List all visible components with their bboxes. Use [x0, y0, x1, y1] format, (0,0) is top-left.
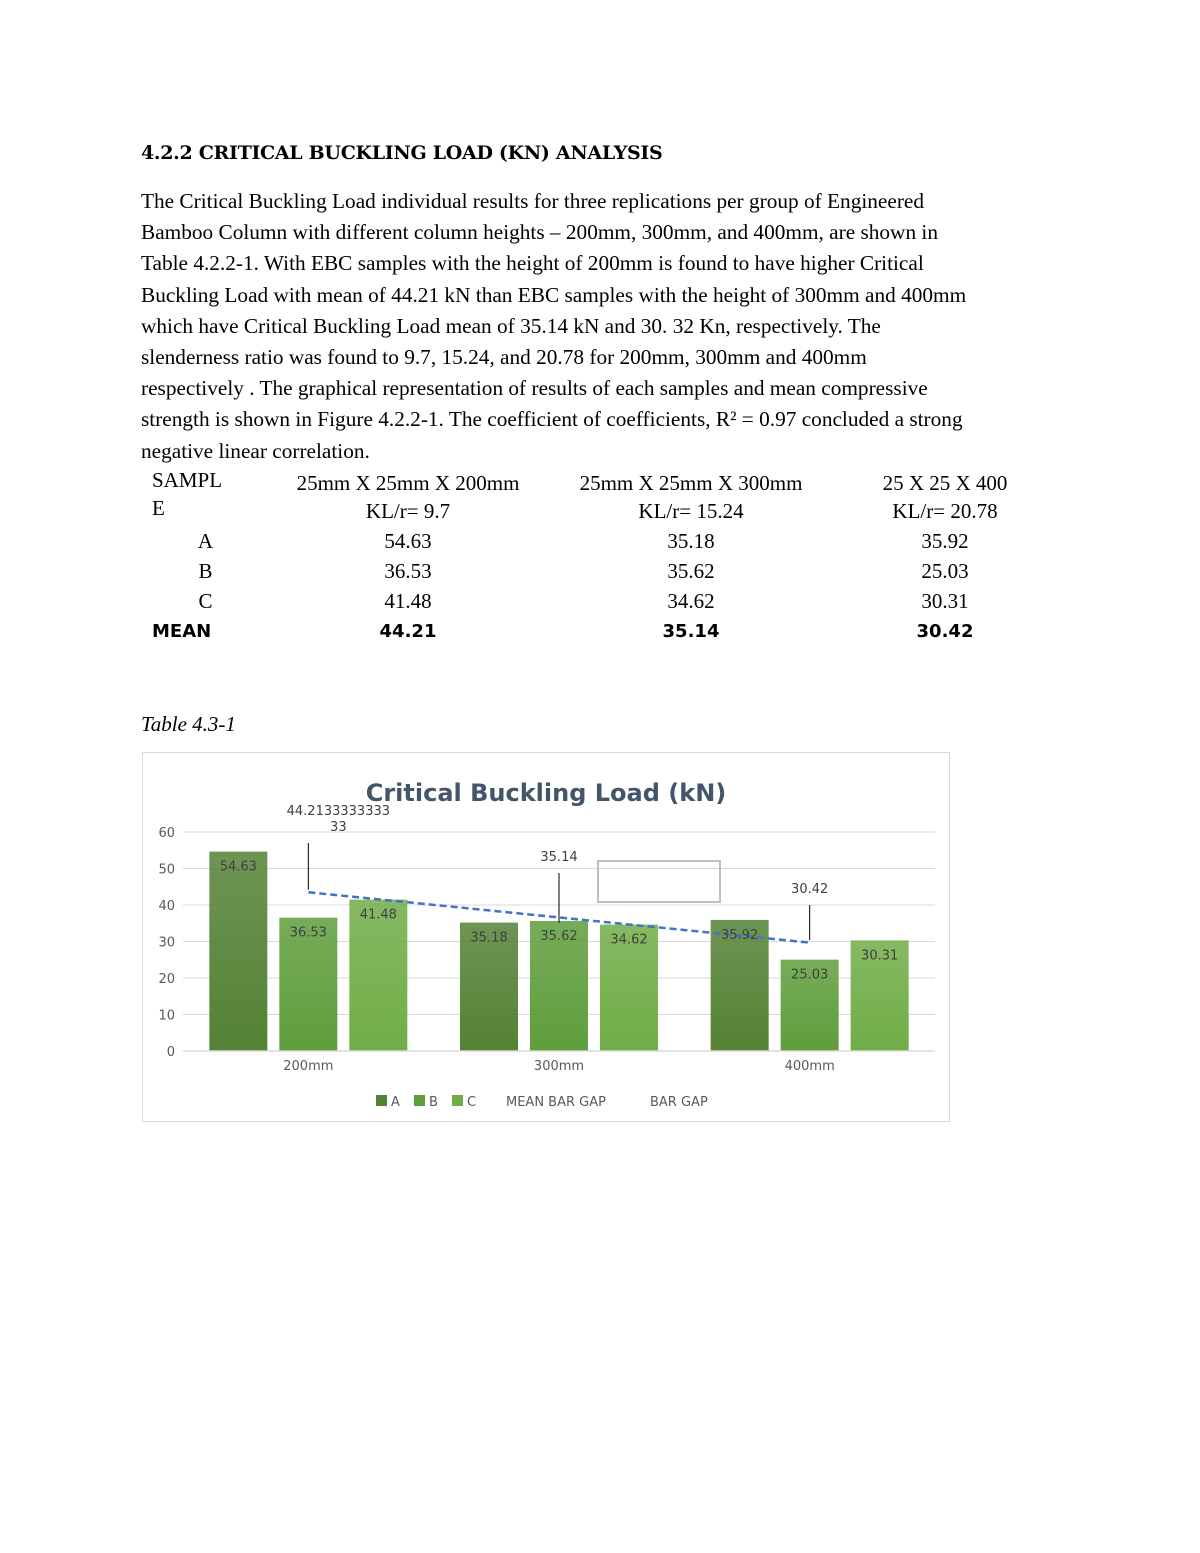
x-tick-label: 400mm: [784, 1059, 835, 1074]
empty-annotation-box: [598, 861, 720, 902]
sample-header-line: E: [152, 496, 165, 520]
bar-data-label: 34.62: [610, 932, 648, 948]
column-header-200: 25mm X 25mm X 200mm: [296, 471, 520, 495]
sample-label: B: [198, 558, 213, 583]
paragraph-line: negative linear correlation.: [141, 438, 370, 463]
chart-title: Critical Buckling Load (kN): [365, 779, 727, 807]
mean-data-label: 30.42: [791, 882, 829, 897]
legend-entry: C: [467, 1095, 477, 1110]
mean-row: [141, 616, 1054, 646]
table-cell: 36.53: [384, 558, 432, 583]
bar-chart: [143, 753, 949, 1121]
legend-swatch-B: [414, 1095, 425, 1106]
column-header-400: 25 X 25 X 400: [882, 471, 1008, 495]
sample-header: [141, 466, 270, 526]
bar-data-label: 30.31: [861, 948, 899, 964]
mean-label: MEAN: [152, 620, 212, 642]
mean-cell: 44.21: [379, 620, 437, 642]
column-header-300: 25mm X 25mm X 300mm: [579, 471, 803, 495]
legend-entry: BAR GAP: [650, 1095, 708, 1110]
mean-cell: 35.14: [662, 620, 720, 642]
bar-data-label: 35.62: [540, 928, 578, 944]
y-tick-label: 0: [166, 1045, 175, 1060]
bar-data-label: 35.92: [721, 927, 759, 943]
y-tick-label: 20: [158, 972, 175, 987]
table-cell: 30.31: [921, 588, 969, 613]
paragraph-line: Table 4.2.2-1. With EBC samples with the height of 200mm is found to have higher Critical: [141, 251, 924, 276]
table-klr-row: [141, 496, 1054, 526]
legend-entry: B: [429, 1095, 438, 1110]
table-header-row: [141, 466, 1054, 496]
mean-data-label: 33: [330, 820, 347, 835]
table-caption: Table 4.3-1: [141, 712, 236, 736]
y-tick-label: 50: [158, 862, 175, 878]
klr-400: KL/r= 20.78: [892, 498, 998, 523]
legend-entry: MEAN BAR GAP: [506, 1095, 606, 1110]
table-row: [141, 556, 1054, 586]
x-tick-label: 200mm: [283, 1059, 334, 1074]
table-cell: 35.18: [667, 528, 715, 553]
legend-swatch-C: [452, 1095, 463, 1106]
section-paragraph: [141, 186, 1071, 467]
paragraph-line: slenderness ratio was found to 9.7, 15.24, and 20.78 for 200mm, 300mm and 400mm: [141, 345, 867, 370]
klr-200: KL/r= 9.7: [365, 498, 451, 523]
table-cell: 35.92: [921, 528, 969, 553]
table-cell: 25.03: [921, 558, 969, 583]
x-tick-label: 300mm: [533, 1059, 585, 1074]
bar-data-label: 25.03: [791, 967, 829, 983]
legend-swatch-A: [376, 1095, 387, 1106]
paragraph-line: respectively . The graphical representation of results of each samples and mean compressive: [141, 376, 928, 401]
results-table: [141, 466, 1054, 646]
table-row: [141, 586, 1054, 616]
legend: [376, 1095, 708, 1110]
table-cell: 41.48: [384, 588, 432, 613]
mean-data-label: 44.2133333333: [286, 804, 391, 819]
sample-label: C: [198, 588, 213, 613]
bar-data-label: 36.53: [289, 925, 327, 941]
y-tick-label: 10: [158, 1008, 175, 1024]
y-tick-label: 60: [158, 826, 175, 841]
table-cell: 35.62: [667, 558, 715, 583]
klr-300: KL/r= 15.24: [638, 498, 744, 523]
paragraph-line: Buckling Load with mean of 44.21 kN than EBC samples with the height of 300mm and 400mm: [141, 282, 967, 307]
paragraph-line: which have Critical Buckling Load mean of 35.14 kN and 30. 32 Kn, respectively. The: [141, 313, 881, 338]
bar-data-label: 41.48: [359, 907, 397, 923]
section-heading: 4.2.2 CRITICAL BUCKLING LOAD (KN) ANALYSIS: [141, 142, 663, 164]
y-tick-label: 30: [158, 935, 175, 951]
mean-cell: 30.42: [916, 620, 974, 642]
bar-A-200mm: [209, 852, 267, 1051]
bar-data-label: 35.18: [470, 930, 508, 946]
y-tick-label: 40: [158, 899, 175, 914]
chart-container: [142, 752, 950, 1122]
table-cell: 34.62: [667, 588, 715, 613]
bar-data-label: 54.63: [219, 859, 257, 875]
mean-data-label: 35.14: [540, 850, 578, 865]
table-row: [141, 526, 1054, 556]
legend-entry: A: [391, 1095, 400, 1110]
sample-header-line: SAMPL: [152, 468, 223, 492]
paragraph-line: The Critical Buckling Load individual results for three replications per group of Engineered: [141, 189, 925, 213]
paragraph-line: strength is shown in Figure 4.2.2-1. The coefficient of coefficients, R² = 0.97 concluded a strong: [141, 407, 963, 432]
table-cell: 54.63: [384, 528, 432, 553]
sample-label: A: [197, 528, 214, 553]
paragraph-line: Bamboo Column with different column heights – 200mm, 300mm, and 400mm, are shown in: [141, 220, 938, 245]
